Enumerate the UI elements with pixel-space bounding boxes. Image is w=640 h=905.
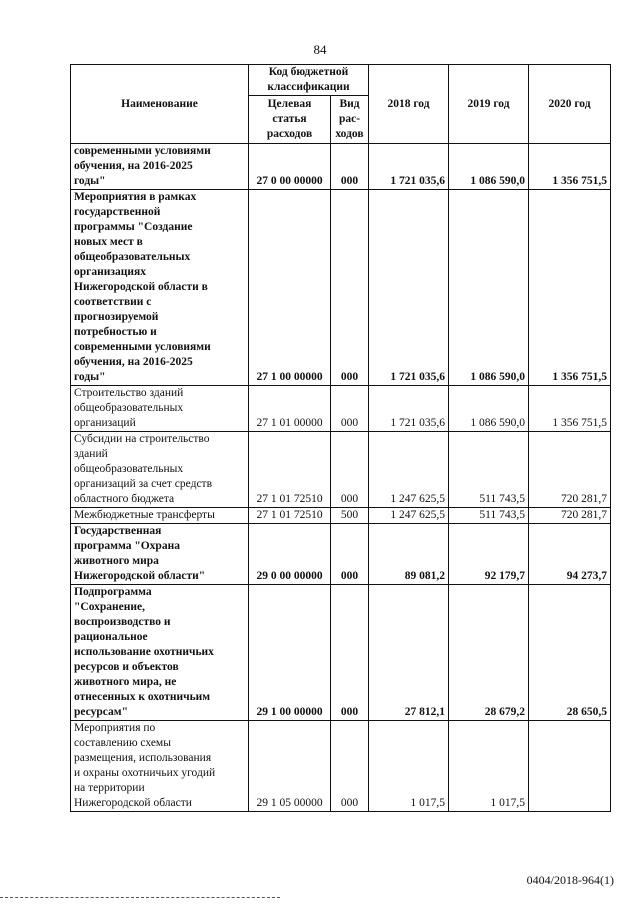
row-expense-type: 000 [331, 386, 369, 432]
row-target-code: 29 1 00 00000 [249, 585, 331, 721]
row-value-2018: 27 812,1 [369, 585, 449, 721]
row-value-2019: 511 743,5 [449, 508, 529, 524]
row-value-2020: 1 356 751,5 [529, 386, 611, 432]
budget-table [70, 64, 611, 812]
header-budget-code: Код бюджетной классификации [249, 65, 369, 96]
row-name: Подпрограмма "Сохранение, воспроизводство и рациональное использование охотничьих ресурсов и объектов животного мира, не отнесенных к охотничьим ресурсам" [71, 585, 249, 721]
row-expense-type: 000 [331, 190, 369, 386]
row-value-2020: 720 281,7 [529, 508, 611, 524]
header-2018: 2018 год [369, 65, 449, 144]
header-2019: 2019 год [449, 65, 529, 144]
row-target-code: 29 1 05 00000 [249, 721, 331, 812]
row-value-2019: 92 179,7 [449, 524, 529, 585]
row-value-2018: 1 721 035,6 [369, 144, 449, 190]
row-value-2018: 1 247 625,5 [369, 432, 449, 508]
header-2020: 2020 год [529, 65, 611, 144]
row-name: Мероприятия по составлению схемы размещения, использования и охраны охотничьих угодий на территории Нижегородской области [71, 721, 249, 812]
row-value-2018: 1 017,5 [369, 721, 449, 812]
table-row [71, 524, 611, 585]
row-value-2019: 1 017,5 [449, 721, 529, 812]
table-row [71, 190, 611, 386]
row-expense-type: 000 [331, 432, 369, 508]
row-name: современными условиями обучения, на 2016-2025 годы" [71, 144, 249, 190]
table-row [71, 144, 611, 190]
table-row [71, 386, 611, 432]
row-name: Государственная программа "Охрана животного мира Нижегородской области" [71, 524, 249, 585]
row-value-2018: 1 721 035,6 [369, 386, 449, 432]
row-value-2019: 1 086 590,0 [449, 144, 529, 190]
row-target-code: 27 1 01 72510 [249, 508, 331, 524]
row-value-2019: 28 679,2 [449, 585, 529, 721]
table-row [71, 508, 611, 524]
row-value-2019: 511 743,5 [449, 432, 529, 508]
page-number: 84 [313, 42, 327, 57]
header-expense-type: Вид рас-ходов [331, 96, 369, 144]
row-value-2020: 1 356 751,5 [529, 144, 611, 190]
row-value-2020: 720 281,7 [529, 432, 611, 508]
row-expense-type: 500 [331, 508, 369, 524]
row-name: Субсидии на строительство зданий общеобразовательных организаций за счет средств областного бюджета [71, 432, 249, 508]
row-target-code: 29 0 00 00000 [249, 524, 331, 585]
table-row [71, 585, 611, 721]
row-value-2019: 1 086 590,0 [449, 386, 529, 432]
row-name: Межбюджетные трансферты [71, 508, 249, 524]
table-row [71, 432, 611, 508]
row-expense-type: 000 [331, 721, 369, 812]
header-name: Наименование [71, 65, 249, 144]
row-value-2019: 1 086 590,0 [449, 190, 529, 386]
row-name: Строительство зданий общеобразовательных организаций [71, 386, 249, 432]
row-expense-type: 000 [331, 524, 369, 585]
header-target-article: Целевая статья расходов [249, 96, 331, 144]
row-target-code: 27 1 01 00000 [249, 386, 331, 432]
row-expense-type: 000 [331, 585, 369, 721]
row-value-2020: 94 273,7 [529, 524, 611, 585]
row-value-2020: 28 650,5 [529, 585, 611, 721]
row-value-2020 [529, 721, 611, 812]
document-code: 0404/2018-964(1) [526, 873, 614, 887]
row-value-2018: 1 721 035,6 [369, 190, 449, 386]
row-value-2018: 89 081,2 [369, 524, 449, 585]
row-value-2020: 1 356 751,5 [529, 190, 611, 386]
row-expense-type: 000 [331, 144, 369, 190]
row-target-code: 27 1 00 00000 [249, 190, 331, 386]
row-target-code: 27 0 00 00000 [249, 144, 331, 190]
row-name: Мероприятия в рамках государственной программы "Создание новых мест в общеобразовательных организациях Нижегородской области в соответствии с прогнозируемой потребностью и современными условиями обучения, на 2016-2025 годы" [71, 190, 249, 386]
row-value-2018: 1 247 625,5 [369, 508, 449, 524]
table-row [71, 721, 611, 812]
footer-rule [0, 897, 280, 898]
row-target-code: 27 1 01 72510 [249, 432, 331, 508]
